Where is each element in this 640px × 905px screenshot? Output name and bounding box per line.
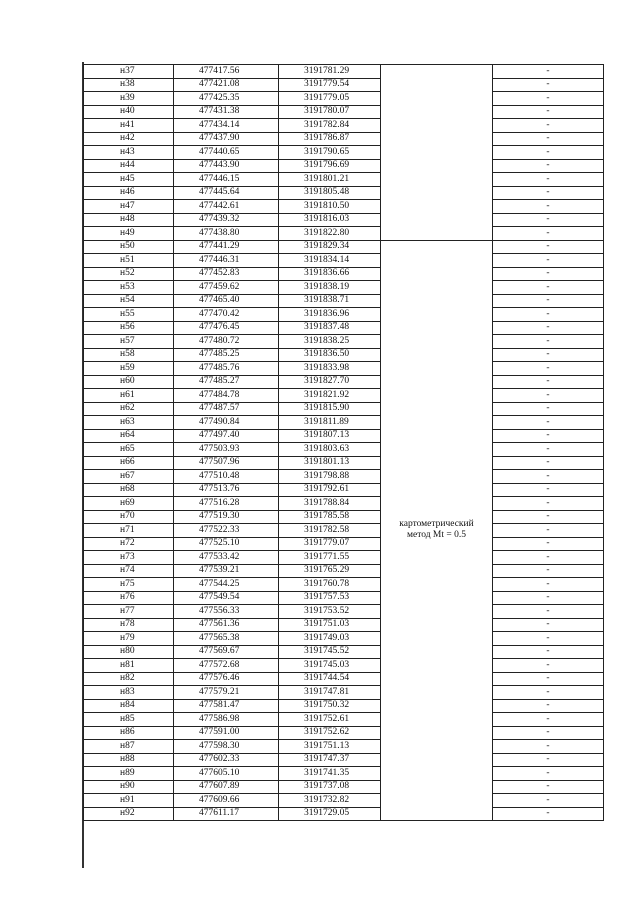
accuracy-dash-cell: - bbox=[493, 416, 604, 430]
accuracy-dash-cell: - bbox=[493, 402, 604, 416]
y-coordinate-cell: 3191747.37 bbox=[279, 753, 381, 767]
point-name-cell: н60 bbox=[84, 375, 174, 389]
accuracy-dash-cell: - bbox=[493, 740, 604, 754]
point-name-cell: н56 bbox=[84, 321, 174, 335]
point-name-cell: н50 bbox=[84, 240, 174, 254]
table-row bbox=[84, 308, 604, 322]
accuracy-dash-cell: - bbox=[493, 524, 604, 538]
x-coordinate-cell: 477609.66 bbox=[174, 794, 279, 808]
y-coordinate-cell: 3191732.82 bbox=[279, 794, 381, 808]
table-row bbox=[84, 659, 604, 673]
accuracy-dash-cell: - bbox=[493, 362, 604, 376]
x-coordinate-cell: 477565.38 bbox=[174, 632, 279, 646]
point-name-cell: н77 bbox=[84, 605, 174, 619]
accuracy-dash-cell: - bbox=[493, 375, 604, 389]
x-coordinate-cell: 477539.21 bbox=[174, 564, 279, 578]
point-name-cell: н74 bbox=[84, 564, 174, 578]
x-coordinate-cell: 477484.78 bbox=[174, 389, 279, 403]
point-name-cell: н39 bbox=[84, 92, 174, 106]
y-coordinate-cell: 3191816.03 bbox=[279, 213, 381, 227]
accuracy-dash-cell: - bbox=[493, 713, 604, 727]
accuracy-dash-cell: - bbox=[493, 591, 604, 605]
x-coordinate-cell: 477533.42 bbox=[174, 551, 279, 565]
x-coordinate-cell: 477611.17 bbox=[174, 807, 279, 821]
point-name-cell: н54 bbox=[84, 294, 174, 308]
accuracy-dash-cell: - bbox=[493, 254, 604, 268]
table-row bbox=[84, 645, 604, 659]
x-coordinate-cell: 477459.62 bbox=[174, 281, 279, 295]
y-coordinate-cell: 3191811.89 bbox=[279, 416, 381, 430]
table-row bbox=[84, 537, 604, 551]
point-name-cell: н88 bbox=[84, 753, 174, 767]
point-name-cell: н84 bbox=[84, 699, 174, 713]
point-name-cell: н73 bbox=[84, 551, 174, 565]
x-coordinate-cell: 477561.36 bbox=[174, 618, 279, 632]
y-coordinate-cell: 3191838.19 bbox=[279, 281, 381, 295]
table-row bbox=[84, 213, 604, 227]
point-name-cell: н86 bbox=[84, 726, 174, 740]
y-coordinate-cell: 3191810.50 bbox=[279, 200, 381, 214]
y-coordinate-cell: 3191838.25 bbox=[279, 335, 381, 349]
table-row bbox=[84, 699, 604, 713]
point-name-cell: н71 bbox=[84, 524, 174, 538]
y-coordinate-cell: 3191760.78 bbox=[279, 578, 381, 592]
method-cell bbox=[381, 240, 493, 821]
y-coordinate-cell: 3191792.61 bbox=[279, 483, 381, 497]
y-coordinate-cell: 3191815.90 bbox=[279, 402, 381, 416]
point-name-cell: н43 bbox=[84, 146, 174, 160]
accuracy-dash-cell: - bbox=[493, 672, 604, 686]
y-coordinate-cell: 3191745.52 bbox=[279, 645, 381, 659]
y-coordinate-cell: 3191822.80 bbox=[279, 227, 381, 241]
y-coordinate-cell: 3191801.13 bbox=[279, 456, 381, 470]
point-name-cell: н83 bbox=[84, 686, 174, 700]
x-coordinate-cell: 477510.48 bbox=[174, 470, 279, 484]
table-row bbox=[84, 146, 604, 160]
table-row bbox=[84, 551, 604, 565]
y-coordinate-cell: 3191737.08 bbox=[279, 780, 381, 794]
point-name-cell: н89 bbox=[84, 767, 174, 781]
y-coordinate-cell: 3191782.58 bbox=[279, 524, 381, 538]
y-coordinate-cell: 3191785.58 bbox=[279, 510, 381, 524]
table-row bbox=[84, 578, 604, 592]
y-coordinate-cell: 3191801.21 bbox=[279, 173, 381, 187]
table-row bbox=[84, 470, 604, 484]
accuracy-dash-cell: - bbox=[493, 537, 604, 551]
point-name-cell: н78 bbox=[84, 618, 174, 632]
y-coordinate-cell: 3191779.54 bbox=[279, 78, 381, 92]
x-coordinate-cell: 477507.96 bbox=[174, 456, 279, 470]
table-row bbox=[84, 105, 604, 119]
x-coordinate-cell: 477470.42 bbox=[174, 308, 279, 322]
accuracy-dash-cell: - bbox=[493, 807, 604, 821]
x-coordinate-cell: 477503.93 bbox=[174, 443, 279, 457]
accuracy-dash-cell: - bbox=[493, 443, 604, 457]
point-name-cell: н65 bbox=[84, 443, 174, 457]
point-name-cell: н38 bbox=[84, 78, 174, 92]
point-name-cell: н85 bbox=[84, 713, 174, 727]
x-coordinate-cell: 477441.29 bbox=[174, 240, 279, 254]
table-row bbox=[84, 524, 604, 538]
x-coordinate-cell: 477439.32 bbox=[174, 213, 279, 227]
table-row bbox=[84, 281, 604, 295]
point-name-cell: н63 bbox=[84, 416, 174, 430]
table-row bbox=[84, 321, 604, 335]
accuracy-dash-cell: - bbox=[493, 281, 604, 295]
x-coordinate-cell: 477513.76 bbox=[174, 483, 279, 497]
point-name-cell: н68 bbox=[84, 483, 174, 497]
table-row bbox=[84, 713, 604, 727]
table-row bbox=[84, 510, 604, 524]
x-coordinate-cell: 477452.83 bbox=[174, 267, 279, 281]
x-coordinate-cell: 477581.47 bbox=[174, 699, 279, 713]
accuracy-dash-cell: - bbox=[493, 483, 604, 497]
point-name-cell: н69 bbox=[84, 497, 174, 511]
x-coordinate-cell: 477445.64 bbox=[174, 186, 279, 200]
table-row bbox=[84, 780, 604, 794]
y-coordinate-cell: 3191745.03 bbox=[279, 659, 381, 673]
point-name-cell: н75 bbox=[84, 578, 174, 592]
x-coordinate-cell: 477421.08 bbox=[174, 78, 279, 92]
y-coordinate-cell: 3191757.53 bbox=[279, 591, 381, 605]
accuracy-dash-cell: - bbox=[493, 551, 604, 565]
point-name-cell: н64 bbox=[84, 429, 174, 443]
x-coordinate-cell: 477438.80 bbox=[174, 227, 279, 241]
y-coordinate-cell: 3191837.48 bbox=[279, 321, 381, 335]
table-row bbox=[84, 348, 604, 362]
y-coordinate-cell: 3191765.29 bbox=[279, 564, 381, 578]
accuracy-dash-cell: - bbox=[493, 132, 604, 146]
x-coordinate-cell: 477425.35 bbox=[174, 92, 279, 106]
y-coordinate-cell: 3191836.50 bbox=[279, 348, 381, 362]
point-name-cell: н44 bbox=[84, 159, 174, 173]
y-coordinate-cell: 3191805.48 bbox=[279, 186, 381, 200]
x-coordinate-cell: 477516.28 bbox=[174, 497, 279, 511]
y-coordinate-cell: 3191821.92 bbox=[279, 389, 381, 403]
accuracy-dash-cell: - bbox=[493, 632, 604, 646]
y-coordinate-cell: 3191729.05 bbox=[279, 807, 381, 821]
x-coordinate-cell: 477443.90 bbox=[174, 159, 279, 173]
point-name-cell: н90 bbox=[84, 780, 174, 794]
accuracy-dash-cell: - bbox=[493, 267, 604, 281]
x-coordinate-cell: 477602.33 bbox=[174, 753, 279, 767]
table-row bbox=[84, 443, 604, 457]
accuracy-dash-cell: - bbox=[493, 497, 604, 511]
x-coordinate-cell: 477579.21 bbox=[174, 686, 279, 700]
accuracy-dash-cell: - bbox=[493, 200, 604, 214]
point-name-cell: н41 bbox=[84, 119, 174, 133]
y-coordinate-cell: 3191829.34 bbox=[279, 240, 381, 254]
point-name-cell: н57 bbox=[84, 335, 174, 349]
point-name-cell: н92 bbox=[84, 807, 174, 821]
y-coordinate-cell: 3191753.52 bbox=[279, 605, 381, 619]
point-name-cell: н70 bbox=[84, 510, 174, 524]
point-name-cell: н51 bbox=[84, 254, 174, 268]
x-coordinate-cell: 477485.76 bbox=[174, 362, 279, 376]
x-coordinate-cell: 477442.61 bbox=[174, 200, 279, 214]
x-coordinate-cell: 477549.54 bbox=[174, 591, 279, 605]
y-coordinate-cell: 3191838.71 bbox=[279, 294, 381, 308]
accuracy-dash-cell: - bbox=[493, 780, 604, 794]
y-coordinate-cell: 3191788.84 bbox=[279, 497, 381, 511]
x-coordinate-cell: 477522.33 bbox=[174, 524, 279, 538]
accuracy-dash-cell: - bbox=[493, 753, 604, 767]
accuracy-dash-cell: - bbox=[493, 105, 604, 119]
accuracy-dash-cell: - bbox=[493, 321, 604, 335]
method-label-line2: метод Mt = 0.5 bbox=[406, 530, 466, 541]
point-name-cell: н80 bbox=[84, 645, 174, 659]
y-coordinate-cell: 3191827.70 bbox=[279, 375, 381, 389]
accuracy-dash-cell: - bbox=[493, 578, 604, 592]
point-name-cell: н67 bbox=[84, 470, 174, 484]
accuracy-dash-cell: - bbox=[493, 227, 604, 241]
y-coordinate-cell: 3191771.55 bbox=[279, 551, 381, 565]
y-coordinate-cell: 3191807.13 bbox=[279, 429, 381, 443]
accuracy-dash-cell: - bbox=[493, 510, 604, 524]
table-row bbox=[84, 767, 604, 781]
accuracy-dash-cell: - bbox=[493, 605, 604, 619]
table-row bbox=[84, 78, 604, 92]
table-row bbox=[84, 618, 604, 632]
table-row bbox=[84, 632, 604, 646]
table-row bbox=[84, 65, 604, 79]
table-row bbox=[84, 267, 604, 281]
point-name-cell: н47 bbox=[84, 200, 174, 214]
x-coordinate-cell: 477556.33 bbox=[174, 605, 279, 619]
table-row bbox=[84, 132, 604, 146]
x-coordinate-cell: 477476.45 bbox=[174, 321, 279, 335]
table-row bbox=[84, 672, 604, 686]
accuracy-dash-cell: - bbox=[493, 767, 604, 781]
x-coordinate-cell: 477446.15 bbox=[174, 173, 279, 187]
accuracy-dash-cell: - bbox=[493, 240, 604, 254]
y-coordinate-cell: 3191781.29 bbox=[279, 65, 381, 79]
accuracy-dash-cell: - bbox=[493, 308, 604, 322]
y-coordinate-cell: 3191790.65 bbox=[279, 146, 381, 160]
y-coordinate-cell: 3191798.88 bbox=[279, 470, 381, 484]
table-row bbox=[84, 416, 604, 430]
method-label-line1: картометрический bbox=[399, 519, 474, 530]
accuracy-dash-cell: - bbox=[493, 146, 604, 160]
table-row bbox=[84, 807, 604, 821]
table-row bbox=[84, 200, 604, 214]
point-name-cell: н58 bbox=[84, 348, 174, 362]
y-coordinate-cell: 3191796.69 bbox=[279, 159, 381, 173]
accuracy-dash-cell: - bbox=[493, 186, 604, 200]
point-name-cell: н37 bbox=[84, 65, 174, 79]
y-coordinate-cell: 3191779.07 bbox=[279, 537, 381, 551]
table-row bbox=[84, 389, 604, 403]
accuracy-dash-cell: - bbox=[493, 213, 604, 227]
point-name-cell: н81 bbox=[84, 659, 174, 673]
table-row bbox=[84, 159, 604, 173]
point-name-cell: н72 bbox=[84, 537, 174, 551]
accuracy-dash-cell: - bbox=[493, 173, 604, 187]
table-row bbox=[84, 186, 604, 200]
table-row bbox=[84, 686, 604, 700]
x-coordinate-cell: 477576.46 bbox=[174, 672, 279, 686]
accuracy-dash-cell: - bbox=[493, 348, 604, 362]
point-name-cell: н91 bbox=[84, 794, 174, 808]
x-coordinate-cell: 477485.25 bbox=[174, 348, 279, 362]
x-coordinate-cell: 477605.10 bbox=[174, 767, 279, 781]
x-coordinate-cell: 477572.68 bbox=[174, 659, 279, 673]
x-coordinate-cell: 477485.27 bbox=[174, 375, 279, 389]
accuracy-dash-cell: - bbox=[493, 564, 604, 578]
y-coordinate-cell: 3191833.98 bbox=[279, 362, 381, 376]
y-coordinate-cell: 3191834.14 bbox=[279, 254, 381, 268]
table-row bbox=[84, 119, 604, 133]
point-name-cell: н59 bbox=[84, 362, 174, 376]
table-row bbox=[84, 294, 604, 308]
table-row bbox=[84, 402, 604, 416]
y-coordinate-cell: 3191747.81 bbox=[279, 686, 381, 700]
y-coordinate-cell: 3191741.35 bbox=[279, 767, 381, 781]
table-row bbox=[84, 456, 604, 470]
x-coordinate-cell: 477569.67 bbox=[174, 645, 279, 659]
accuracy-dash-cell: - bbox=[493, 119, 604, 133]
accuracy-dash-cell: - bbox=[493, 335, 604, 349]
point-name-cell: н49 bbox=[84, 227, 174, 241]
accuracy-dash-cell: - bbox=[493, 65, 604, 79]
x-coordinate-cell: 477497.40 bbox=[174, 429, 279, 443]
point-name-cell: н40 bbox=[84, 105, 174, 119]
x-coordinate-cell: 477480.72 bbox=[174, 335, 279, 349]
table-row bbox=[84, 375, 604, 389]
accuracy-dash-cell: - bbox=[493, 618, 604, 632]
x-coordinate-cell: 477598.30 bbox=[174, 740, 279, 754]
accuracy-dash-cell: - bbox=[493, 456, 604, 470]
table-row bbox=[84, 753, 604, 767]
accuracy-dash-cell: - bbox=[493, 726, 604, 740]
table-row bbox=[84, 240, 604, 254]
x-coordinate-cell: 477434.14 bbox=[174, 119, 279, 133]
point-name-cell: н62 bbox=[84, 402, 174, 416]
y-coordinate-cell: 3191749.03 bbox=[279, 632, 381, 646]
x-coordinate-cell: 477487.57 bbox=[174, 402, 279, 416]
table-row bbox=[84, 429, 604, 443]
accuracy-dash-cell: - bbox=[493, 645, 604, 659]
table-row bbox=[84, 794, 604, 808]
point-name-cell: н55 bbox=[84, 308, 174, 322]
table-row bbox=[84, 564, 604, 578]
accuracy-dash-cell: - bbox=[493, 389, 604, 403]
y-coordinate-cell: 3191836.96 bbox=[279, 308, 381, 322]
point-name-cell: н45 bbox=[84, 173, 174, 187]
x-coordinate-cell: 477437.90 bbox=[174, 132, 279, 146]
x-coordinate-cell: 477607.89 bbox=[174, 780, 279, 794]
x-coordinate-cell: 477490.84 bbox=[174, 416, 279, 430]
coordinates-table-body bbox=[84, 65, 604, 821]
accuracy-dash-cell: - bbox=[493, 78, 604, 92]
accuracy-dash-cell: - bbox=[493, 470, 604, 484]
table-row bbox=[84, 726, 604, 740]
point-name-cell: н66 bbox=[84, 456, 174, 470]
point-name-cell: н46 bbox=[84, 186, 174, 200]
accuracy-dash-cell: - bbox=[493, 159, 604, 173]
y-coordinate-cell: 3191750.32 bbox=[279, 699, 381, 713]
y-coordinate-cell: 3191752.61 bbox=[279, 713, 381, 727]
accuracy-dash-cell: - bbox=[493, 429, 604, 443]
x-coordinate-cell: 477465.40 bbox=[174, 294, 279, 308]
x-coordinate-cell: 477417.56 bbox=[174, 65, 279, 79]
table-row bbox=[84, 740, 604, 754]
table-row bbox=[84, 362, 604, 376]
accuracy-dash-cell: - bbox=[493, 794, 604, 808]
table-row bbox=[84, 483, 604, 497]
table-row bbox=[84, 591, 604, 605]
point-name-cell: н48 bbox=[84, 213, 174, 227]
x-coordinate-cell: 477519.30 bbox=[174, 510, 279, 524]
point-name-cell: н53 bbox=[84, 281, 174, 295]
point-name-cell: н76 bbox=[84, 591, 174, 605]
y-coordinate-cell: 3191803.63 bbox=[279, 443, 381, 457]
point-name-cell: н42 bbox=[84, 132, 174, 146]
y-coordinate-cell: 3191751.03 bbox=[279, 618, 381, 632]
y-coordinate-cell: 3191744.54 bbox=[279, 672, 381, 686]
x-coordinate-cell: 477446.31 bbox=[174, 254, 279, 268]
point-name-cell: н61 bbox=[84, 389, 174, 403]
table-row bbox=[84, 173, 604, 187]
accuracy-dash-cell: - bbox=[493, 92, 604, 106]
table-row bbox=[84, 92, 604, 106]
accuracy-dash-cell: - bbox=[493, 686, 604, 700]
table-row bbox=[84, 227, 604, 241]
x-coordinate-cell: 477440.65 bbox=[174, 146, 279, 160]
point-name-cell: н79 bbox=[84, 632, 174, 646]
point-name-cell: н82 bbox=[84, 672, 174, 686]
point-name-cell: н52 bbox=[84, 267, 174, 281]
x-coordinate-cell: 477591.00 bbox=[174, 726, 279, 740]
y-coordinate-cell: 3191751.13 bbox=[279, 740, 381, 754]
x-coordinate-cell: 477586.98 bbox=[174, 713, 279, 727]
table-row bbox=[84, 605, 604, 619]
table-row bbox=[84, 497, 604, 511]
y-coordinate-cell: 3191782.84 bbox=[279, 119, 381, 133]
point-name-cell: н87 bbox=[84, 740, 174, 754]
y-coordinate-cell: 3191752.62 bbox=[279, 726, 381, 740]
accuracy-dash-cell: - bbox=[493, 294, 604, 308]
coordinates-table bbox=[83, 64, 604, 821]
y-coordinate-cell: 3191786.87 bbox=[279, 132, 381, 146]
table-row bbox=[84, 254, 604, 268]
x-coordinate-cell: 477544.25 bbox=[174, 578, 279, 592]
table-row bbox=[84, 335, 604, 349]
x-coordinate-cell: 477431.38 bbox=[174, 105, 279, 119]
accuracy-dash-cell: - bbox=[493, 659, 604, 673]
method-cell-empty bbox=[381, 65, 493, 241]
x-coordinate-cell: 477525.10 bbox=[174, 537, 279, 551]
y-coordinate-cell: 3191780.07 bbox=[279, 105, 381, 119]
y-coordinate-cell: 3191836.66 bbox=[279, 267, 381, 281]
y-coordinate-cell: 3191779.05 bbox=[279, 92, 381, 106]
accuracy-dash-cell: - bbox=[493, 699, 604, 713]
